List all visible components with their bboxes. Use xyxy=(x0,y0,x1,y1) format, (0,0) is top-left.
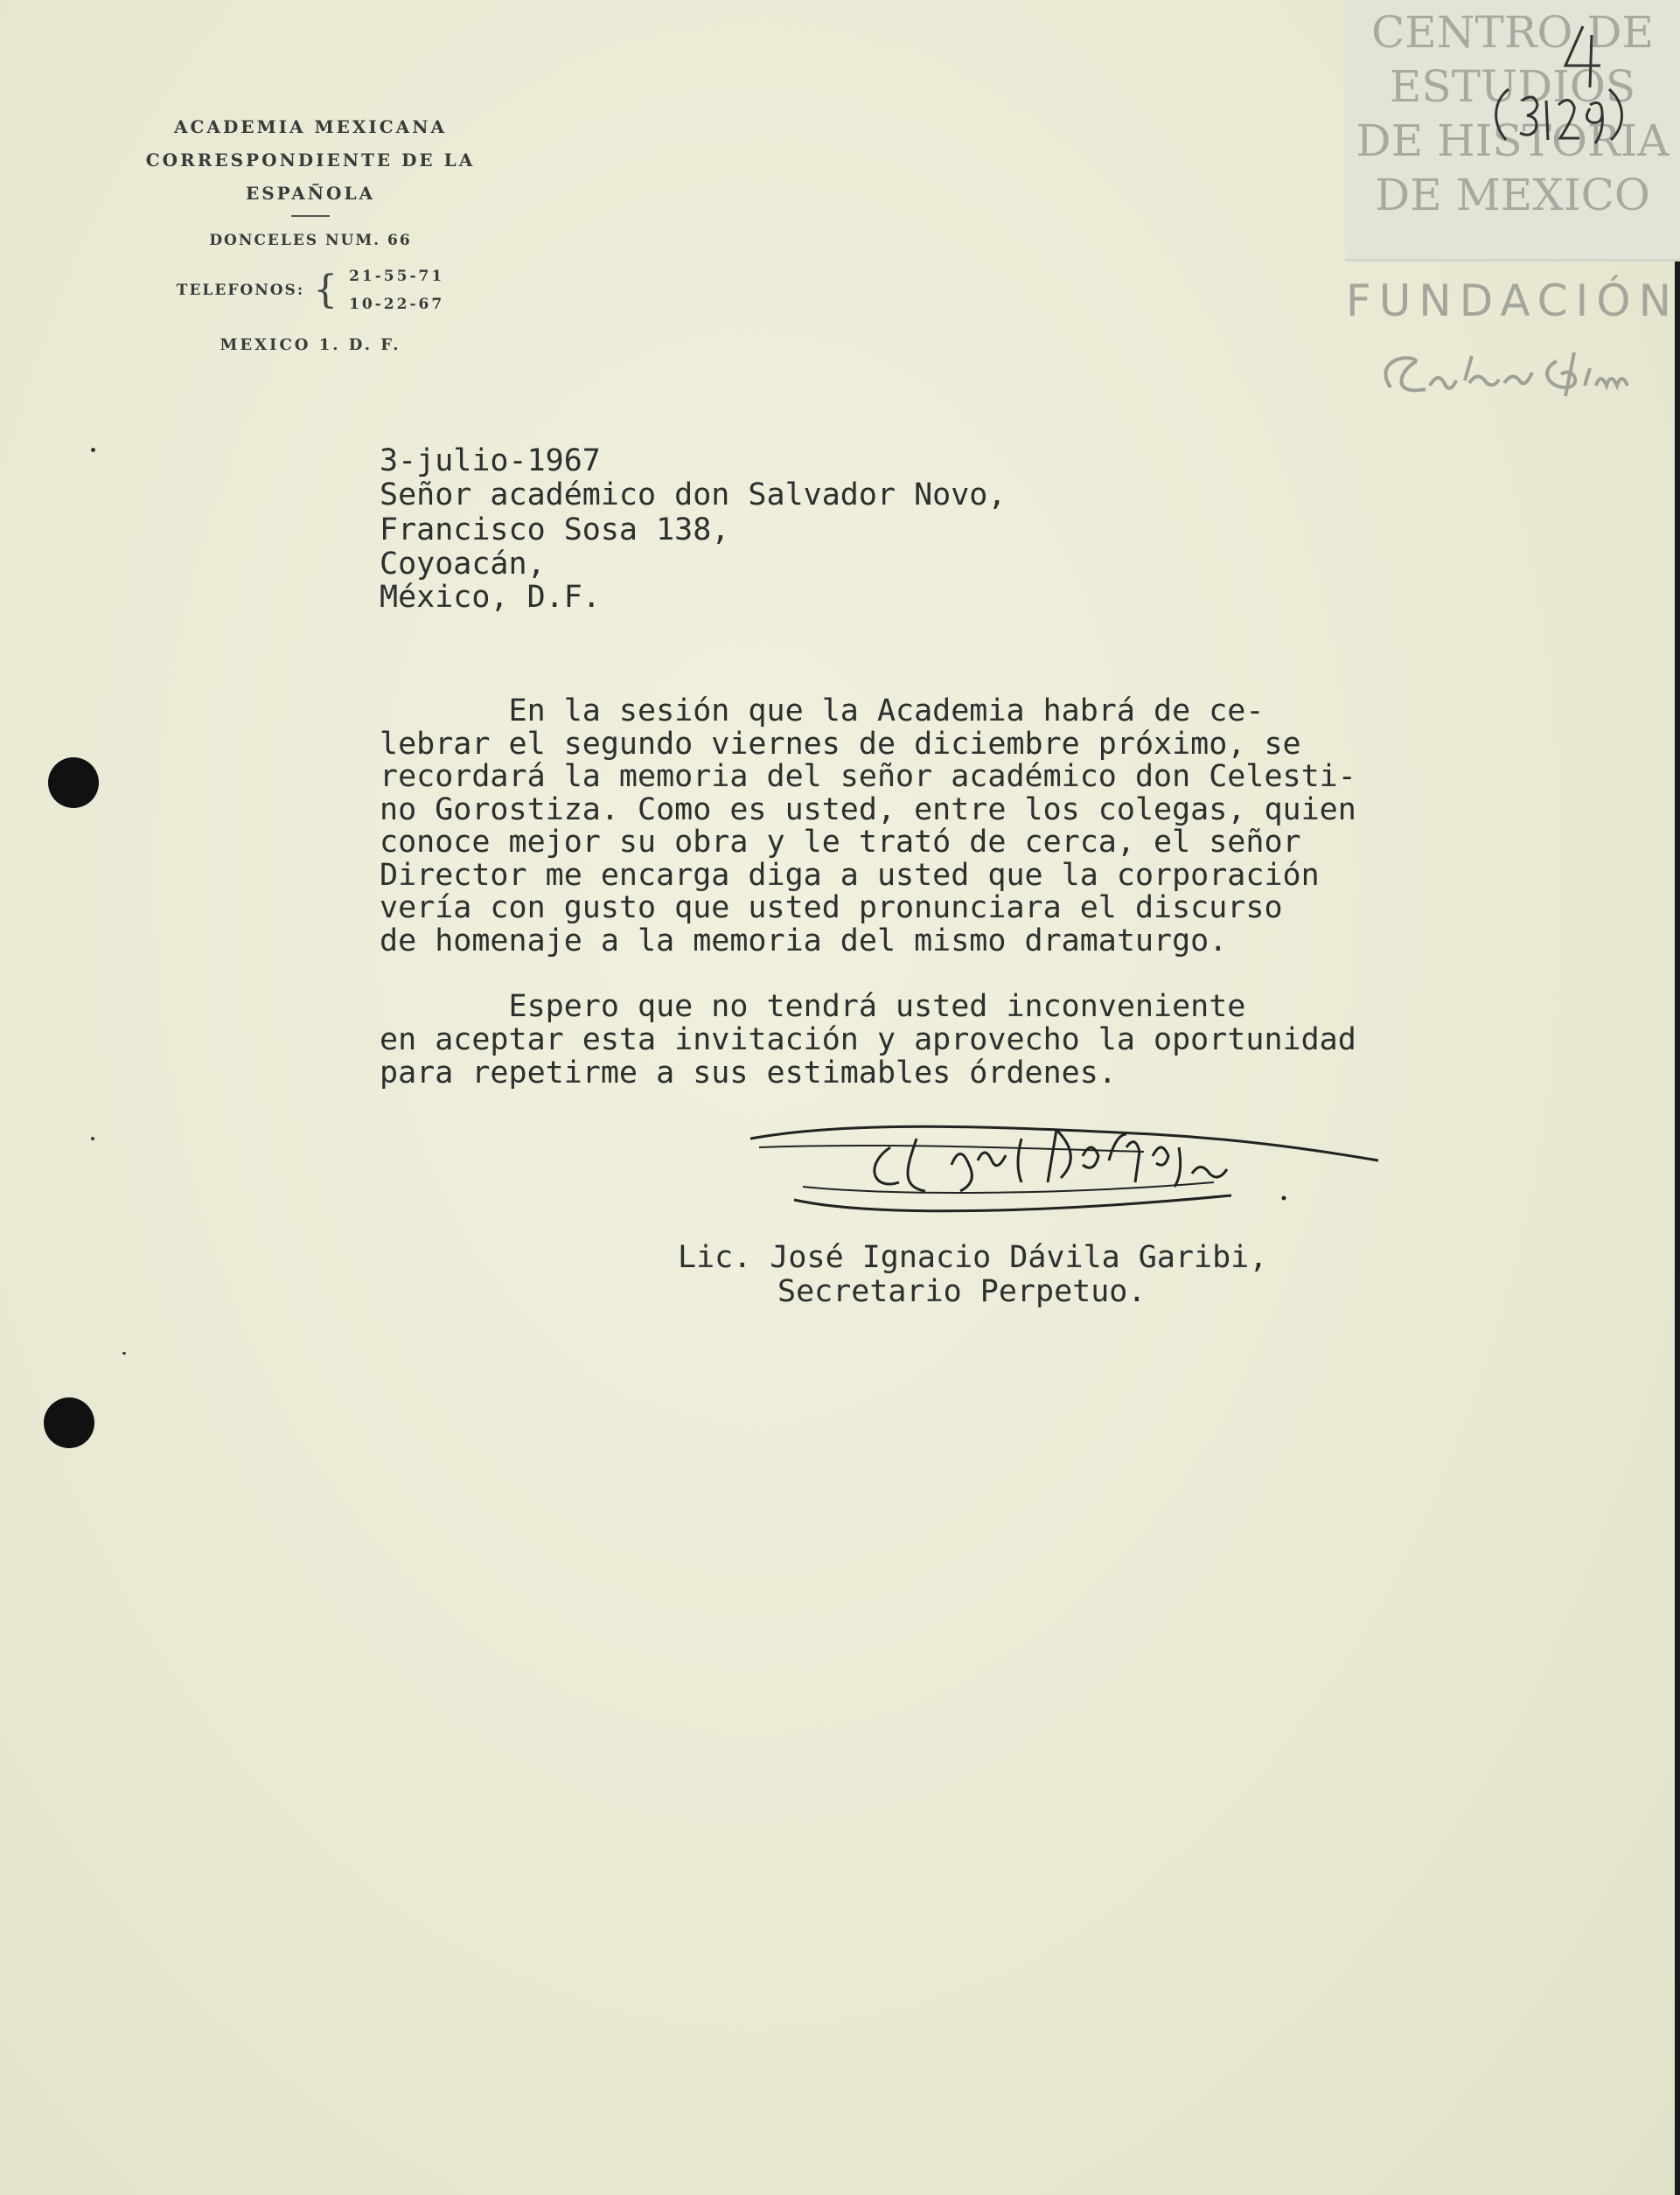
letterhead xyxy=(96,110,525,362)
letterhead-line1: ACADEMIA MEXICANA xyxy=(173,116,447,137)
letterhead-phones xyxy=(96,262,525,318)
paragraph1-line1: En la sesión que la Academia habrá de ce- xyxy=(380,693,1265,728)
paragraph1-line3: recordará la memoria del señor académico don Celesti- xyxy=(380,759,1356,794)
addressee-line3: Coyoacán, xyxy=(380,547,546,582)
paragraph1-line2: lebrar el segundo viernes de diciembre próximo, se xyxy=(380,727,1301,762)
phones-label: TELEFONOS: xyxy=(176,282,305,299)
punch-hole-bottom xyxy=(44,1397,94,1448)
brace-icon: { xyxy=(313,268,341,312)
phone-1: 21-55-71 xyxy=(349,268,445,285)
handwritten-signature xyxy=(742,1112,1389,1230)
paper-speck xyxy=(122,1352,126,1355)
letterhead-line3: ESPAÑOLA xyxy=(245,183,376,204)
paragraph2-line3: para repetirme a sus estimables órdenes. xyxy=(380,1056,1117,1091)
signer-title: Secretario Perpetuo. xyxy=(777,1274,1147,1309)
letterhead-line2: CORRESPONDIENTE DE LA xyxy=(145,150,476,171)
paper-speck xyxy=(91,1137,94,1140)
stamp-signature-logo xyxy=(1345,335,1680,417)
stamp-line4: DE MEXICO xyxy=(1375,170,1650,220)
stamp-line3: DE HISTORIA xyxy=(1356,115,1670,166)
letterhead-city: MEXICO 1. D. F. xyxy=(220,336,401,354)
paragraph1-line7: vería con gusto que usted pronunciara el discurso xyxy=(380,890,1283,925)
paper-speck xyxy=(91,448,95,452)
letterhead-divider xyxy=(291,215,330,217)
punch-hole-top xyxy=(48,757,99,808)
addressee-line2: Francisco Sosa 138, xyxy=(380,512,730,547)
paragraph2-line2: en aceptar esta invitación y aprovecho la oportunidad xyxy=(380,1022,1356,1057)
stamp-foundation: FUNDACIÓN xyxy=(1345,275,1680,326)
stamp-line2: ESTUDIOS xyxy=(1389,61,1636,112)
addressee-line4: México, D.F. xyxy=(380,580,601,615)
letterhead-address: DONCELES NUM. 66 xyxy=(209,232,412,249)
signer-name: Lic. José Ignacio Dávila Garibi, xyxy=(678,1240,1268,1275)
stamp-separator xyxy=(1345,259,1680,261)
paragraph1-line8: de homenaje a la memoria del mismo dramaturgo. xyxy=(380,923,1228,958)
handwritten-annotation xyxy=(1487,17,1627,149)
phone-2: 10-22-67 xyxy=(349,296,445,313)
addressee-line1: Señor académico don Salvador Novo, xyxy=(380,477,1007,512)
paragraph1-line5: conoce mejor su obra y le trató de cerca, el señor xyxy=(380,825,1301,860)
paragraph1-line6: Director me encarga diga a usted que la corporación xyxy=(380,858,1320,893)
stamp-line1: CENTRO DE xyxy=(1371,7,1654,58)
paragraph2-line1: Espero que no tendrá usted inconveniente xyxy=(380,989,1246,1024)
paragraph1-line4: no Gorostiza. Como es usted, entre los colegas, quien xyxy=(380,792,1356,827)
phone-numbers xyxy=(349,262,444,318)
letter-date: 3-julio-1967 xyxy=(380,443,601,478)
